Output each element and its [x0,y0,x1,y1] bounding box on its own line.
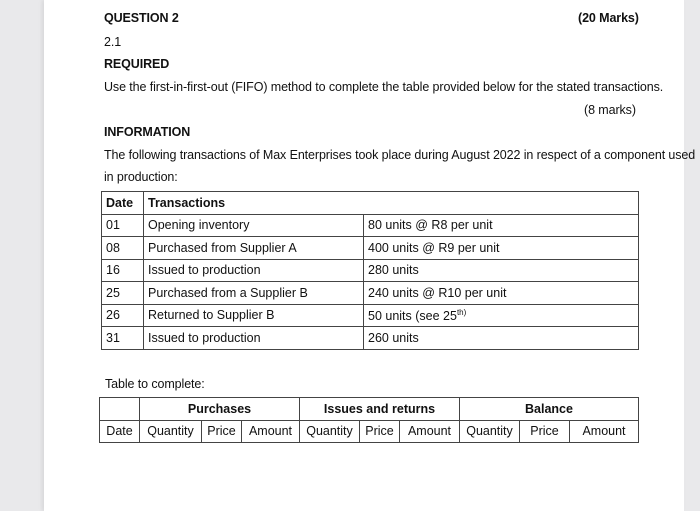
info-line-1: The following transactions of Max Enterprises took place during August 2022 in respect of a component used [104,148,696,162]
sub-marks: (8 marks) [584,103,636,117]
balance-header: Balance [460,398,639,421]
row-date: 25 [102,282,144,305]
col-date: Date [100,420,140,443]
required-heading: REQUIRED [104,57,170,71]
fifo-table [99,397,639,443]
information-heading: INFORMATION [104,125,191,139]
table-row [102,259,639,282]
row-detail: 240 units @ R10 per unit [364,282,639,305]
row-date: 26 [102,304,144,327]
blank-header [100,398,140,421]
col-issues-quantity: Quantity [300,420,360,443]
date-header: Date [102,192,144,215]
row-transaction: Purchased from Supplier A [144,237,364,260]
row-transaction: Opening inventory [144,214,364,237]
table-row [102,327,639,350]
row-detail: 80 units @ R8 per unit [364,214,639,237]
row-transaction: Purchased from a Supplier B [144,282,364,305]
row-detail-superscript: th) [456,307,467,317]
row-detail: 280 units [364,259,639,282]
row-date: 31 [102,327,144,350]
col-purchases-price: Price [202,420,242,443]
row-transaction: Returned to Supplier B [144,304,364,327]
row-detail: 50 units (see 25 [368,308,457,323]
transactions-header: Transactions [144,192,639,215]
question-marks: (20 Marks) [578,11,639,25]
table-row [102,282,639,305]
info-line-2: in production: [104,170,178,184]
row-date: 08 [102,237,144,260]
row-date: 16 [102,259,144,282]
col-balance-price: Price [520,420,570,443]
row-detail-cell [364,304,639,327]
purchases-header: Purchases [140,398,300,421]
col-issues-price: Price [360,420,400,443]
group-header-row [100,398,639,421]
col-purchases-quantity: Quantity [140,420,202,443]
table-row [102,214,639,237]
row-transaction: Issued to production [144,259,364,282]
row-detail: 260 units [364,327,639,350]
row-transaction: Issued to production [144,327,364,350]
row-detail: 400 units @ R9 per unit [364,237,639,260]
table-row [102,304,639,327]
table-header-row [102,192,639,215]
col-issues-amount: Amount [400,420,460,443]
column-header-row [100,420,639,443]
col-balance-quantity: Quantity [460,420,520,443]
col-balance-amount: Amount [570,420,639,443]
table-to-complete-label: Table to complete: [105,377,205,391]
issues-returns-header: Issues and returns [300,398,460,421]
transactions-table [101,191,639,350]
row-date: 01 [102,214,144,237]
col-purchases-amount: Amount [242,420,300,443]
question-title: QUESTION 2 [104,11,179,25]
instruction-text: Use the first-in-first-out (FIFO) method to complete the table provided below for the stated transactions. [104,80,664,94]
table-row [102,237,639,260]
question-number: 2.1 [104,35,122,49]
